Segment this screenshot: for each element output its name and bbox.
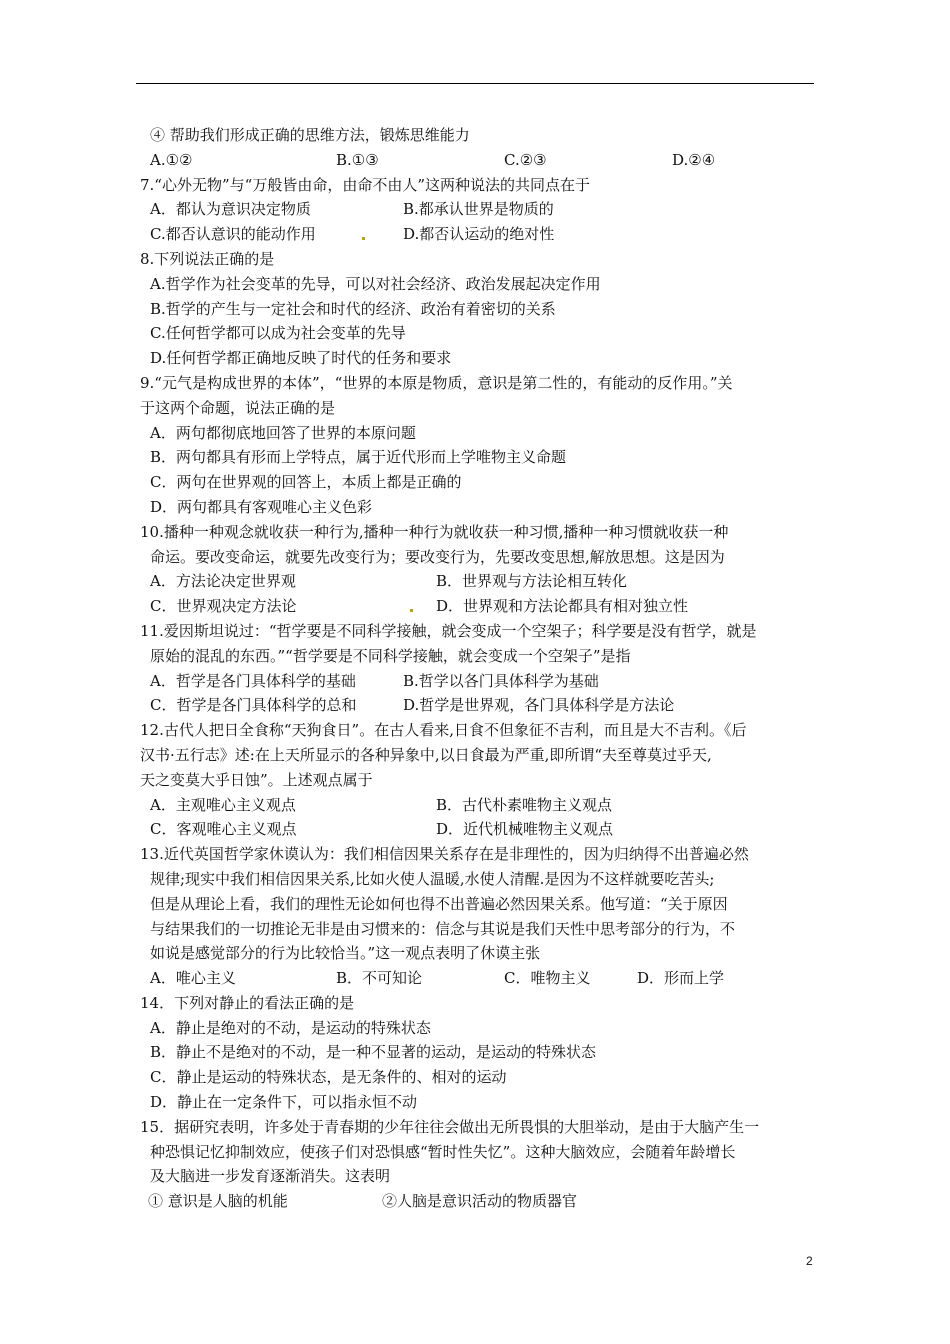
option-row [140,793,830,818]
option-item: C.都否认意识的能动作用 [150,225,316,244]
text-line: D．两句都具有客观唯心主义色彩 [150,497,373,516]
option-row [140,594,830,619]
text-line: D.任何哲学都正确地反映了时代的任务和要求 [150,349,452,368]
page-number: 2 [806,1254,813,1268]
option-item: D．形而上学 [637,969,725,988]
option-row [140,197,830,222]
text-line: 8.下列说法正确的是 [140,249,275,268]
text-line: C．两句在世界观的回答上，本质上都是正确的 [150,473,462,492]
option-item: A.①② [150,150,193,169]
page-content [140,123,830,1214]
option-item: B.都承认世界是物质的 [403,200,554,219]
text-line: 9.“元气是构成世界的本体”，“世界的本原是物质，意识是第二性的，有能动的反作用。”关 [140,373,733,392]
option-item: C．客观唯心主义观点 [150,820,297,839]
option-item: A．方法论决定世界观 [150,572,296,591]
option-item: A．哲学是各门具体科学的基础 [150,671,356,690]
option-item: A．都认为意识决定物质 [150,200,311,219]
text-line: B．两句都具有形而上学特点，属于近代形而上学唯物主义命题 [150,448,567,467]
text-line: 种恐惧记忆抑制效应，使孩子们对恐惧感“暂时性失忆”。这种大脑效应，会随着年龄增长 [150,1142,736,1161]
text-line: A．两句都彻底地回答了世界的本原问题 [150,423,416,442]
option-item: C．唯物主义 [504,969,591,988]
text-line: 10.播种一种观念就收获一种行为,播种一种行为就收获一种习惯,播种一种习惯就收获一种 [140,522,729,541]
text-line: 规律;现实中我们相信因果关系,比如火使人温暖,水使人清醒.是因为不这样就要吃苦头; [150,869,715,888]
text-line: A．静止是绝对的不动，是运动的特殊状态 [150,1018,431,1037]
text-line: B．静止不是绝对的不动，是一种不显著的运动，是运动的特殊状态 [150,1043,597,1062]
option-item: C.②③ [504,150,547,169]
option-item: B．不可知论 [336,969,423,988]
text-line: C．静止是运动的特殊状态，是无条件的、相对的运动 [150,1068,507,1087]
option-item: D.哲学是世界观，各门具体科学是方法论 [403,696,675,715]
option-item: C．哲学是各门具体科学的总和 [150,696,357,715]
text-line: 12.古代人把日全食称“天狗食日”。在古人看来,日食不但象征不吉利，而且是大不吉利。《后 [140,721,747,740]
option-row [140,669,830,694]
option-item: B.①③ [336,150,379,169]
text-line: 13.近代英国哲学家休谟认为：我们相信因果关系存在是非理性的，因为归纳得不出普遍必然 [140,845,749,864]
option-row [140,148,830,173]
option-item: B．古代朴素唯物主义观点 [436,795,613,814]
option-item: B.哲学以各门具体科学为基础 [403,671,599,690]
text-line: 于这两个命题，说法正确的是 [140,398,336,417]
header-rule [136,83,814,84]
text-line: 7.“心外无物”与“万般皆由命，由命不由人”这两种说法的共同点在于 [140,175,590,194]
option-item: D.都否认运动的绝对性 [403,225,555,244]
text-line: 原始的混乱的东西。”“哲学要是不同科学接触，就会变成一个空架子”是指 [150,646,631,665]
text-line: D．静止在一定条件下，可以指永恒不动 [150,1093,418,1112]
option-row [140,693,830,718]
option-item: C．世界观决定方法论 [150,597,297,616]
option-row [140,222,830,247]
option-item: D．世界观和方法论都具有相对独立性 [436,597,689,616]
option-item: A．唯心主义 [150,969,236,988]
stray-dot-mark [362,237,365,240]
text-line: 11.爱因斯坦说过：“哲学要是不同科学接触，就会变成一个空架子；科学要是没有哲学，就是 [140,621,757,640]
text-line: 15．据研究表明，许多处于青春期的少年往往会做出无所畏惧的大胆举动，是由于大脑产生一 [140,1117,760,1136]
text-line: 天之变莫大乎日蚀”。上述观点属于 [140,770,373,789]
text-line: 如说是感觉部分的行为比较恰当。”这一观点表明了休谟主张 [150,944,541,963]
option-item: ②人脑是意识活动的物质器官 [382,1192,578,1211]
option-item: D.②④ [672,150,716,169]
text-line: A.哲学作为社会变革的先导，可以对社会经济、政治发展起决定作用 [150,274,601,293]
option-row [140,569,830,594]
option-item: ① 意识是人脑的机能 [148,1192,288,1211]
option-row [140,1189,830,1214]
text-line: 汉书·五行志》述:在上天所显示的各种异象中,以日食最为严重,即所谓“夫至尊莫过乎天, [140,745,712,764]
option-item: D．近代机械唯物主义观点 [436,820,614,839]
option-row [140,817,830,842]
text-line: C.任何哲学都可以成为社会变革的先导 [150,324,406,343]
text-line: 但是从理论上看，我们的理性无论如何也得不出普遍必然因果关系。他写道：“关于原因 [150,894,728,913]
text-line: 及大脑进一步发育逐渐消失。这表明 [150,1167,391,1186]
option-row [140,966,830,991]
text-line: 与结果我们的一切推论无非是由习惯来的：信念与其说是我们天性中思考部分的行为，不 [150,919,736,938]
text-line: ④ 帮助我们形成正确的思维方法，锻炼思维能力 [150,126,470,144]
option-item: B．世界观与方法论相互转化 [436,572,628,591]
text-line: B.哲学的产生与一定社会和时代的经济、政治有着密切的关系 [150,299,556,318]
text-line: 14．下列对静止的看法正确的是 [140,993,355,1012]
stray-dot-mark [410,609,413,612]
option-item: A．主观唯心主义观点 [150,795,296,814]
text-line: 命运。要改变命运，就要先改变行为；要改变行为，先要改变思想,解放思想。这是因为 [150,547,725,566]
